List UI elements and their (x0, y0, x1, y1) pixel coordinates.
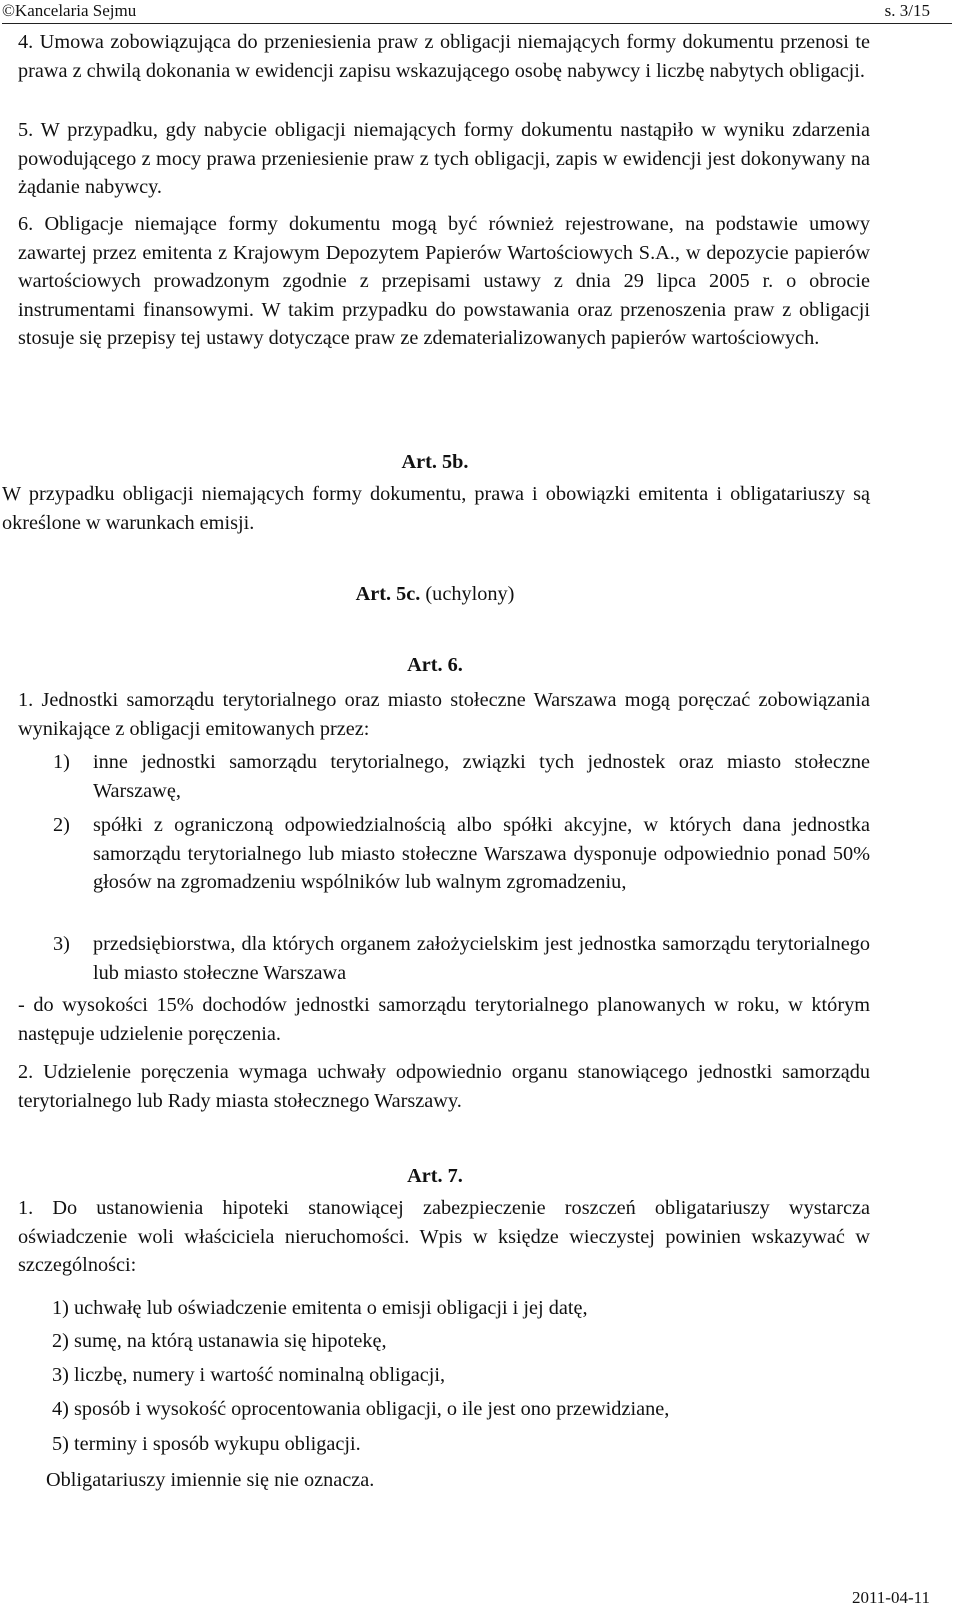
item-number: 1) (53, 751, 70, 773)
art-5b-title: Art. 5b. (401, 451, 469, 473)
paragraph-4: 4. Umowa zobowiązująca do przeniesienia praw z obligacji niemających formy dokumentu przenosi te prawa z chwilą dokonania w ewidencji zapisu wskazującego osobę nabywcy i liczbę nabytych obligacji. (18, 31, 870, 82)
header-page-number: s. 3/15 (884, 1, 930, 20)
art-6-title: Art. 6. (407, 654, 463, 676)
art-5b-text: W przypadku obligacji niemających formy dokumentu, prawa i obowiązki emitenta i obligatariuszy są określone w warunkach emisji. (2, 483, 870, 534)
art-7-item-5: 5) terminy i sposób wykupu obligacji. (52, 1433, 361, 1455)
art-6-p2: 2. Udzielenie poręczenia wymaga uchwały odpowiednio organu stanowiącego jednostki samorządu terytorialnego lub Rady miasta stołecznego Warszawy. (18, 1061, 870, 1112)
art-7-title: Art. 7. (407, 1165, 463, 1187)
item-number: 3) (53, 933, 70, 955)
art-7-p1: 1. Do ustanowienia hipoteki stanowiącej zabezpieczenie roszczeń obligatariuszy wystarcza oświadczenie woli właściciela nieruchomości. Wpis w księdze wieczystej powinien wskazywać w szczególności: (18, 1197, 870, 1276)
art-7-tail: Obligatariuszy imiennie się nie oznacza. (46, 1469, 375, 1491)
header-source: ©Kancelaria Sejmu (2, 1, 137, 20)
footer-date: 2011-04-11 (851, 1588, 930, 1607)
art-5c-note: (uchylony) (425, 583, 515, 605)
item-text: przedsiębiorstwa, dla których organem założycielskim jest jednostka samorządu terytorialnego lub miasto stołeczne Warszawa (93, 933, 870, 984)
paragraph-6: 6. Obligacje niemające formy dokumentu mogą być również rejestrowane, na podstawie umowy zawartej przez emitenta z Krajowym Depozytem Papierów Wartościowych S.A., w depozycie papierów wartościowych prowadzonym zgodnie z przepisami ustawy z dnia 29 lipca 2005 r. o obrocie instrumentami finansowymi. W takim przypadku do powstawania oraz przenoszenia praw z obligacji stosuje się przepisy tej ustawy dotyczące praw ze zdematerializowanych papierów wartościowych. (18, 213, 870, 349)
art-6-item-2 (53, 811, 870, 897)
art-7-item-2: 2) sumę, na którą ustanawia się hipotekę, (52, 1330, 387, 1352)
art-7-item-1: 1) uchwałę lub oświadczenie emitenta o emisji obligacji i jej datę, (52, 1297, 588, 1319)
item-text: inne jednostki samorządu terytorialnego, związki tych jednostek oraz miasto stołeczne Warszawę, (93, 751, 870, 802)
paragraph-5: 5. W przypadku, gdy nabycie obligacji niemających formy dokumentu nastąpiło w wyniku zdarzenia powodującego z mocy prawa przeniesienie praw z tych obligacji, zapis w ewidencji jest dokonywany na żądanie nabywcy. (18, 119, 870, 198)
item-number: 2) (53, 814, 70, 836)
art-5c-title: Art. 5c. (355, 583, 421, 605)
art-7-item-4: 4) sposób i wysokość oprocentowania obligacji, o ile jest ono przewidziane, (52, 1398, 670, 1420)
art-5c-heading (0, 580, 870, 608)
art-6-tail: - do wysokości 15% dochodów jednostki samorządu terytorialnego planowanych w roku, w którym następuje udzielenie poręczenia. (18, 994, 870, 1045)
art-7-item-3: 3) liczbę, numery i wartość nominalną obligacji, (52, 1364, 446, 1386)
header-divider (2, 23, 952, 24)
item-text: spółki z ograniczoną odpowiedzialnością albo spółki akcyjne, w których dana jednostka samorządu terytorialnego lub miasto stołeczne Warszawa dysponuje odpowiednio ponad 50% głosów na zgromadzeniu wspólników lub walnym zgromadzeniu, (93, 814, 870, 893)
art-6-item-3 (53, 930, 870, 987)
art-6-p1: 1. Jednostki samorządu terytorialnego oraz miasto stołeczne Warszawa mogą poręczać zobowiązania wynikające z obligacji emitowanych przez: (18, 689, 870, 740)
art-6-item-1 (53, 748, 870, 805)
